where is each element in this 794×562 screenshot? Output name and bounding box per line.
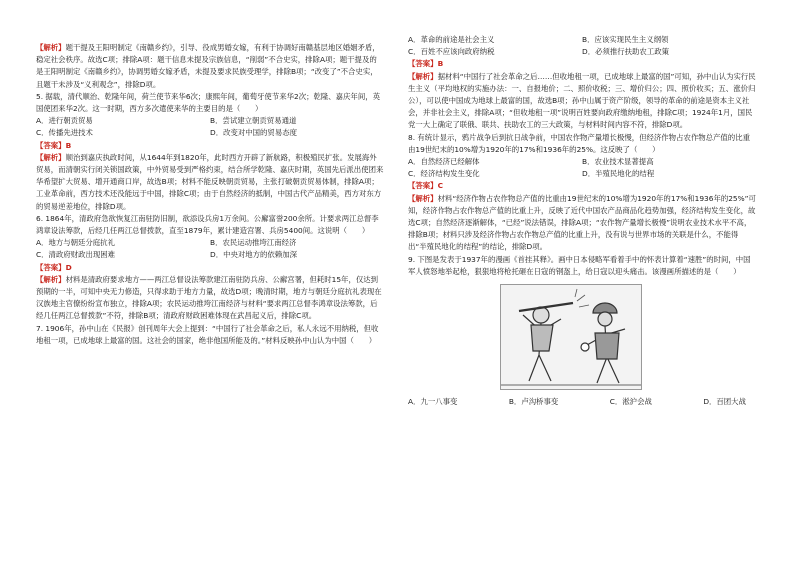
cartoon-sketch bbox=[501, 285, 641, 389]
q9-option-a[interactable]: A．九一八事变 bbox=[408, 397, 458, 407]
cartoon-image bbox=[500, 284, 642, 390]
q5-analysis: 【解析】顺治到嘉庆执政时间，从1644年到1820年，此时西方开辟了新航路，积极殖民扩张。发展海外贸易，而清朝实行闭关锁国政策，中外贸易受到严格约束，结合所学乾隆、嘉庆时期，英国先后派出使团来华希望扩大贸易、增开通商口岸，故选B项；材料不能反映朝贡贸易，主张打破朝贡贸易体制，排除A项；工业革命前，西方技术还没能远于中国，排除C项；由于自然经济的抵制，中国古代产品精美，西方对东方的贸易逆差地位，排除D项。 bbox=[36, 152, 384, 211]
q8-answer: 【答案】C bbox=[408, 181, 443, 191]
q5-option-b[interactable]: B．尝试建立朝贡贸易通道 bbox=[210, 116, 297, 126]
question-7-stem: 7. 1906年，孙中山在《民报》创刊周年大会上提到：“中国行了社会革命之后，私人永远不用纳税，但收地租一项，已成地球上最富的国。这社会的国家，绝非他国所能及的。”材料反映孙中山认为中国（ ） bbox=[36, 323, 379, 345]
q6-answer: 【答案】D bbox=[36, 262, 72, 272]
q7-option-c[interactable]: C．百姓不应该向政府纳税 bbox=[408, 47, 495, 57]
q8-option-c[interactable]: C．经济结构发生变化 bbox=[408, 169, 480, 179]
question-9-options bbox=[408, 396, 756, 408]
q6-option-c[interactable]: C．清政府财政出现困难 bbox=[36, 250, 116, 260]
q8-option-b[interactable]: B．农业技术显著提高 bbox=[582, 157, 654, 167]
q9-option-c[interactable]: C．淞沪会战 bbox=[609, 397, 652, 407]
q7-option-d[interactable]: D．必须推行扶助农工政策 bbox=[582, 47, 669, 57]
left-column bbox=[36, 42, 384, 347]
question-9-stem: 9. 下图是发表于1937年的漫画《首挂其释》。画中日本侵略军看着手中的怀表计算着“速胜”的时间，中国军人愤怒地举起枪，狠狠地将枪托砸在日寇的钢盔上，给日寇以迎头痛击。该漫画所描述的是（ ） bbox=[408, 254, 751, 276]
q6-option-a[interactable]: A．地方与朝廷分庭抗礼 bbox=[36, 238, 115, 248]
q6-option-b[interactable]: B．农民运动推垮江南经济 bbox=[210, 238, 297, 248]
q7-option-b[interactable]: B．应该实现民生主义纲领 bbox=[582, 35, 669, 44]
q6-option-d[interactable]: D．中央对地方的依赖加深 bbox=[210, 250, 297, 260]
q8-option-a[interactable]: A．自然经济已经解体 bbox=[408, 157, 480, 167]
question-5-stem: 5. 据载，清代顺治、乾隆年间，荷兰使节来华6次；康熙年间，葡萄牙使节来华2次；乾隆、嘉庆年间，英国使团来华2次。这一时期，西方多次遣使来华的主要目的是（ ） bbox=[36, 91, 380, 114]
q8-option-d[interactable]: D．半殖民地化的结程 bbox=[582, 169, 655, 179]
question-5-options bbox=[36, 115, 384, 139]
q9-option-b[interactable]: B．卢沟桥事变 bbox=[508, 397, 559, 407]
q7-analysis: 【解析】据材料“中国行了社会革命之后……但收地租一项，已成地球上最富的国”可知，孙中山认为实行民生主义（平均地权的实施办法：一、自报地价；二、照价收税；三、增价归公；四、照价收买；五、涨价归公），可以使中国成为地球上最富的国，故选B项；孙中山属于资产阶级，领导的革命的前途是资本主义社会，并非社会主义，排除A项；“但收地租一项”说明百姓要向政府缴纳地租，排除C项；1924年1月，国民党一大上确定了联俄、联共、扶助农工的三大政策，与材料时间内容不符，排除D项。 bbox=[408, 71, 756, 130]
q8-analysis: 【解析】材料“经济作物占农作物总产值的比重由19世纪末的10%增为1920年的17%和1936年的25%”可知，经济作物占农作物总产值的比重上升，反映了近代中国农产品商品化趋势加强，经济结构发生变化，故选C项；自然经济逐渐解体，“已经”说法错误，排除A项；“农作物产量增长极慢”说明农业技术水平不高，排除B项；材料只涉及经济作物占农作物总产值的比重上升，没有说与世界市场的关联是什么，不能得出“半殖民地化的结程”的结论，排除D项。 bbox=[408, 193, 756, 252]
question-6-options bbox=[36, 237, 384, 261]
q5-option-d[interactable]: D．改变对中国的贸易态度 bbox=[210, 128, 297, 138]
question-8-options bbox=[408, 156, 756, 180]
q5-option-c[interactable]: C．传播先进技术 bbox=[36, 128, 93, 138]
q5-answer: 【答案】B bbox=[36, 140, 72, 150]
q9-option-d[interactable]: D．百团大战 bbox=[703, 397, 746, 407]
question-7-options bbox=[408, 34, 756, 58]
question-6-stem: 6. 1864年，清政府急欲恢复江南驻防旧制，欲添设兵房1万余间。公廨富誉200余所。计要求两江总督李鸿章设法筹款，后经几任两江总督拨款，直至1879年，累计建造宫署、兵房5400间。这说明（ ） bbox=[36, 213, 379, 236]
q7-answer: 【答案】B bbox=[408, 59, 444, 69]
q6-analysis: 【解析】材料是清政府要求地方——两江总督设法筹款建江南驻防兵房、公廨宫署，但耗时15年，仅达到预期的一半，可知中央无力修造，只得求助于地方力量，故选D项；晚清时期，地方与朝廷分庭抗礼表现在汉族地主官僚纷纷宣布独立，排除A项；农民运动推垮江南经济与材料“要求两江总督李鸿章设法筹款，后经几任两江总督拨款”不符，排除B项；清政府财政困难体现在武昌起义后，排除C项。 bbox=[36, 274, 382, 321]
q7-option-a[interactable]: A．革命的前途是社会主义 bbox=[408, 35, 495, 44]
q5-option-a[interactable]: A．进行朝贡贸易 bbox=[36, 116, 93, 126]
top-analysis: 【解析】题干提及王阳明制定《南赣乡约》，引导、役成男婚女嫁，有利于协调好南赣基层地区婚姻矛盾，稳定社会秩序。故选C项；排除A项：题干信息未提及宗族信息，“削弱”不合史实，排除A项；题干提及的是王阳明制定《南赣乡约》，协调男婚女嫁矛盾，未提及要求民族受理学，排除B项；“改变了”不合史实，且题干未涉及“义利观念”，排除D项。 bbox=[36, 43, 380, 89]
question-8-stem: 8. 有统计显示，鸦片战争后到抗日战争前，中国农作物产量增长极慢，但经济作物占农作物总产值的比重由19世纪末的10%增为1920年的17%和1936年的25%。这反映了（ ） bbox=[408, 132, 750, 154]
right-column bbox=[408, 34, 756, 408]
